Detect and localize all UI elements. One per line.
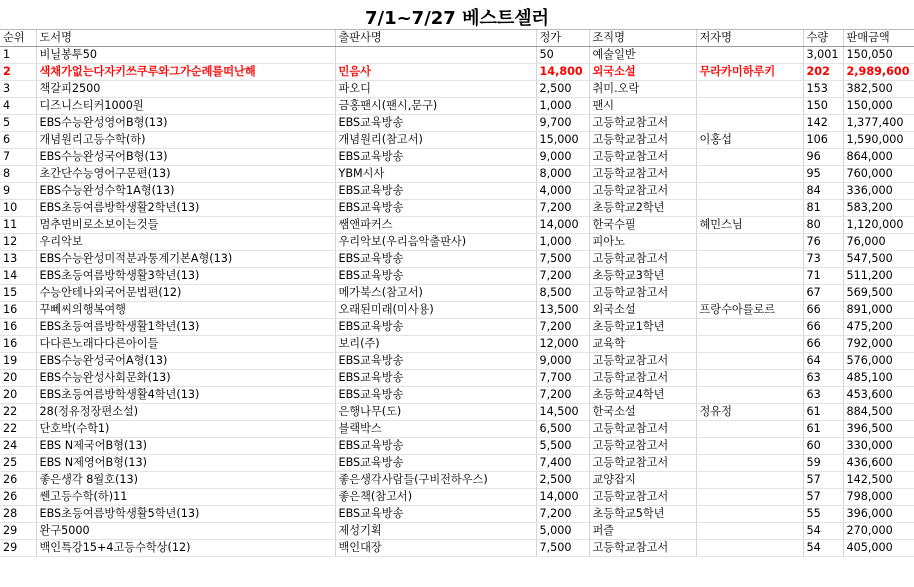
cell-amount: 150,050 xyxy=(843,47,914,64)
cell-price: 50 xyxy=(536,47,589,64)
cell-author xyxy=(696,336,803,353)
cell-quantity: 61 xyxy=(803,404,843,421)
cell-author: 정유정 xyxy=(696,404,803,421)
cell-price: 5,000 xyxy=(536,523,589,540)
table-row xyxy=(0,540,914,557)
cell-title: EBS초등여름방학생활1학년(13) xyxy=(36,319,335,336)
cell-author xyxy=(696,472,803,489)
cell-quantity: 66 xyxy=(803,319,843,336)
cell-amount: 2,989,600 xyxy=(843,64,914,81)
table-row xyxy=(0,370,914,387)
cell-rank: 9 xyxy=(0,183,36,200)
cell-publisher: 보리(주) xyxy=(335,336,536,353)
cell-author xyxy=(696,370,803,387)
cell-quantity: 66 xyxy=(803,336,843,353)
cell-rank: 16 xyxy=(0,336,36,353)
cell-author xyxy=(696,489,803,506)
cell-quantity: 63 xyxy=(803,387,843,404)
cell-quantity: 80 xyxy=(803,217,843,234)
cell-author xyxy=(696,523,803,540)
cell-rank: 4 xyxy=(0,98,36,115)
cell-category: 고등학교참고서 xyxy=(589,166,696,183)
cell-price: 5,500 xyxy=(536,438,589,455)
cell-quantity: 60 xyxy=(803,438,843,455)
cell-price: 14,000 xyxy=(536,217,589,234)
cell-price: 7,200 xyxy=(536,200,589,217)
cell-author xyxy=(696,421,803,438)
cell-category: 고등학교참고서 xyxy=(589,489,696,506)
cell-rank: 14 xyxy=(0,268,36,285)
cell-title: EBS수능완성수학1A형(13) xyxy=(36,183,335,200)
page-title: 7/1~7/27 베스트셀러 xyxy=(364,8,550,29)
cell-amount: 583,200 xyxy=(843,200,914,217)
cell-amount: 382,500 xyxy=(843,81,914,98)
cell-title: EBS수능완성국어B형(13) xyxy=(36,149,335,166)
cell-author xyxy=(696,319,803,336)
cell-rank: 16 xyxy=(0,302,36,319)
cell-amount: 76,000 xyxy=(843,234,914,251)
cell-price: 7,200 xyxy=(536,319,589,336)
cell-price: 9,000 xyxy=(536,149,589,166)
cell-category: 고등학교참고서 xyxy=(589,438,696,455)
cell-amount: 396,500 xyxy=(843,421,914,438)
cell-amount: 396,000 xyxy=(843,506,914,523)
cell-quantity: 150 xyxy=(803,98,843,115)
cell-quantity: 142 xyxy=(803,115,843,132)
cell-rank: 8 xyxy=(0,166,36,183)
cell-author xyxy=(696,234,803,251)
cell-amount: 792,000 xyxy=(843,336,914,353)
cell-amount: 142,500 xyxy=(843,472,914,489)
cell-category: 고등학교참고서 xyxy=(589,132,696,149)
cell-rank: 1 xyxy=(0,47,36,64)
cell-price: 7,500 xyxy=(536,540,589,557)
cell-amount: 511,200 xyxy=(843,268,914,285)
table-row xyxy=(0,353,914,370)
cell-rank: 25 xyxy=(0,455,36,472)
cell-rank: 19 xyxy=(0,353,36,370)
cell-amount: 330,000 xyxy=(843,438,914,455)
cell-quantity: 66 xyxy=(803,302,843,319)
cell-rank: 22 xyxy=(0,404,36,421)
table-row xyxy=(0,132,914,149)
table-row xyxy=(0,47,914,64)
cell-category: 고등학교참고서 xyxy=(589,455,696,472)
cell-amount: 485,100 xyxy=(843,370,914,387)
cell-rank: 2 xyxy=(0,64,36,81)
cell-author xyxy=(696,506,803,523)
cell-price: 13,500 xyxy=(536,302,589,319)
cell-author: 혜민스님 xyxy=(696,217,803,234)
cell-title: 멈추면비로소보이는것들 xyxy=(36,217,335,234)
cell-price: 7,200 xyxy=(536,506,589,523)
cell-price: 14,500 xyxy=(536,404,589,421)
cell-publisher: 쌤앤파커스 xyxy=(335,217,536,234)
cell-title: 백인특강15+4고등수학상(12) xyxy=(36,540,335,557)
cell-title: 비닐봉투50 xyxy=(36,47,335,64)
column-header-category: 조직명 xyxy=(589,30,696,47)
cell-amount: 576,000 xyxy=(843,353,914,370)
cell-rank: 29 xyxy=(0,540,36,557)
cell-price: 9,700 xyxy=(536,115,589,132)
cell-title: EBS수능완성미적분과통계기본A형(13) xyxy=(36,251,335,268)
cell-price: 7,200 xyxy=(536,387,589,404)
cell-category: 예술일반 xyxy=(589,47,696,64)
cell-amount: 436,600 xyxy=(843,455,914,472)
cell-title: 완구5000 xyxy=(36,523,335,540)
cell-author xyxy=(696,353,803,370)
cell-amount: 1,590,000 xyxy=(843,132,914,149)
table-row xyxy=(0,472,914,489)
cell-title: EBS초등여름방학생활4학년(13) xyxy=(36,387,335,404)
cell-rank: 7 xyxy=(0,149,36,166)
cell-price: 4,000 xyxy=(536,183,589,200)
table-row xyxy=(0,234,914,251)
cell-category: 교육학 xyxy=(589,336,696,353)
table-row xyxy=(0,251,914,268)
cell-quantity: 95 xyxy=(803,166,843,183)
cell-author xyxy=(696,268,803,285)
cell-price: 15,000 xyxy=(536,132,589,149)
cell-amount: 891,000 xyxy=(843,302,914,319)
cell-publisher: 오래된미래(미사용) xyxy=(335,302,536,319)
cell-title: 28(정유정장편소설) xyxy=(36,404,335,421)
cell-category: 피아노 xyxy=(589,234,696,251)
table-row xyxy=(0,336,914,353)
cell-category: 초등학교1학년 xyxy=(589,319,696,336)
cell-amount: 150,000 xyxy=(843,98,914,115)
table-row xyxy=(0,506,914,523)
cell-publisher: 우리악보(우리음악출판사) xyxy=(335,234,536,251)
cell-amount: 1,120,000 xyxy=(843,217,914,234)
cell-category: 초등학교4학년 xyxy=(589,387,696,404)
table-row xyxy=(0,115,914,132)
cell-title: 색채가없는다자키쓰쿠루와그가순례를떠난해 xyxy=(36,64,335,81)
cell-rank: 26 xyxy=(0,489,36,506)
table-header-row xyxy=(0,30,914,47)
cell-rank: 5 xyxy=(0,115,36,132)
table-row xyxy=(0,302,914,319)
cell-rank: 12 xyxy=(0,234,36,251)
cell-author: 프랑수아를로르 xyxy=(696,302,803,319)
cell-author xyxy=(696,285,803,302)
cell-publisher: 제성기획 xyxy=(335,523,536,540)
cell-rank: 13 xyxy=(0,251,36,268)
cell-quantity: 64 xyxy=(803,353,843,370)
cell-quantity: 96 xyxy=(803,149,843,166)
table-row xyxy=(0,438,914,455)
cell-publisher: EBS교육방송 xyxy=(335,387,536,404)
cell-amount: 475,200 xyxy=(843,319,914,336)
table-row xyxy=(0,285,914,302)
cell-quantity: 84 xyxy=(803,183,843,200)
cell-category: 초등학교5학년 xyxy=(589,506,696,523)
cell-category: 고등학교참고서 xyxy=(589,251,696,268)
cell-title: EBS N제영어B형(13) xyxy=(36,455,335,472)
table-row xyxy=(0,489,914,506)
column-header-title: 도서명 xyxy=(36,30,335,47)
column-header-rank: 순위 xyxy=(0,30,36,47)
cell-author xyxy=(696,81,803,98)
cell-quantity: 71 xyxy=(803,268,843,285)
table-row xyxy=(0,319,914,336)
table-row xyxy=(0,81,914,98)
cell-rank: 6 xyxy=(0,132,36,149)
cell-category: 외국소설 xyxy=(589,64,696,81)
cell-publisher: 금홍팬시(팬시,문구) xyxy=(335,98,536,115)
cell-amount: 336,000 xyxy=(843,183,914,200)
table-row xyxy=(0,166,914,183)
cell-author xyxy=(696,387,803,404)
cell-category: 퍼즐 xyxy=(589,523,696,540)
cell-title: EBS수능완성영어B형(13) xyxy=(36,115,335,132)
cell-publisher: EBS교육방송 xyxy=(335,200,536,217)
cell-category: 초등학교2학년 xyxy=(589,200,696,217)
table-row xyxy=(0,523,914,540)
cell-category: 팬시 xyxy=(589,98,696,115)
cell-quantity: 54 xyxy=(803,523,843,540)
table-row xyxy=(0,64,914,81)
cell-amount: 864,000 xyxy=(843,149,914,166)
cell-amount: 547,500 xyxy=(843,251,914,268)
cell-price: 6,500 xyxy=(536,421,589,438)
cell-quantity: 76 xyxy=(803,234,843,251)
cell-rank: 28 xyxy=(0,506,36,523)
cell-price: 8,500 xyxy=(536,285,589,302)
cell-publisher: EBS교육방송 xyxy=(335,438,536,455)
cell-quantity: 3,001 xyxy=(803,47,843,64)
table-row xyxy=(0,200,914,217)
cell-price: 9,000 xyxy=(536,353,589,370)
cell-quantity: 67 xyxy=(803,285,843,302)
cell-quantity: 202 xyxy=(803,64,843,81)
cell-quantity: 57 xyxy=(803,472,843,489)
cell-title: 개념원리고등수학(하) xyxy=(36,132,335,149)
cell-price: 2,500 xyxy=(536,472,589,489)
cell-title: 디즈니스티커1000원 xyxy=(36,98,335,115)
cell-price: 12,000 xyxy=(536,336,589,353)
cell-price: 14,800 xyxy=(536,64,589,81)
column-header-amount: 판매금액 xyxy=(843,30,914,47)
cell-quantity: 81 xyxy=(803,200,843,217)
table-row xyxy=(0,183,914,200)
cell-publisher: EBS교육방송 xyxy=(335,506,536,523)
cell-author xyxy=(696,183,803,200)
cell-category: 한국소설 xyxy=(589,404,696,421)
cell-publisher: 좋은생각사람들(구비전하우스) xyxy=(335,472,536,489)
table-row xyxy=(0,455,914,472)
cell-author xyxy=(696,251,803,268)
cell-publisher: 좋은책(참고서) xyxy=(335,489,536,506)
table-row xyxy=(0,404,914,421)
cell-category: 고등학교참고서 xyxy=(589,149,696,166)
cell-publisher: YBM시사 xyxy=(335,166,536,183)
cell-author xyxy=(696,149,803,166)
cell-category: 초등학교3학년 xyxy=(589,268,696,285)
column-header-price: 정가 xyxy=(536,30,589,47)
cell-author xyxy=(696,115,803,132)
cell-author xyxy=(696,47,803,64)
cell-publisher: EBS교육방송 xyxy=(335,183,536,200)
cell-category: 고등학교참고서 xyxy=(589,353,696,370)
cell-publisher: EBS교육방송 xyxy=(335,455,536,472)
cell-author xyxy=(696,98,803,115)
cell-category: 외국소설 xyxy=(589,302,696,319)
cell-title: EBS초등여름방학생활5학년(13) xyxy=(36,506,335,523)
cell-price: 8,000 xyxy=(536,166,589,183)
cell-title: 초간단수능영어구문편(13) xyxy=(36,166,335,183)
cell-title: EBS초등여름방학생활2학년(13) xyxy=(36,200,335,217)
cell-title: 좋은생각 8월호(13) xyxy=(36,472,335,489)
cell-amount: 405,000 xyxy=(843,540,914,557)
cell-quantity: 59 xyxy=(803,455,843,472)
cell-rank: 22 xyxy=(0,421,36,438)
cell-category: 고등학교참고서 xyxy=(589,370,696,387)
cell-quantity: 54 xyxy=(803,540,843,557)
cell-rank: 24 xyxy=(0,438,36,455)
cell-amount: 1,377,400 xyxy=(843,115,914,132)
bestseller-table xyxy=(0,29,914,557)
table-row xyxy=(0,98,914,115)
cell-title: EBS수능완성국어A형(13) xyxy=(36,353,335,370)
cell-category: 교양잡지 xyxy=(589,472,696,489)
cell-quantity: 55 xyxy=(803,506,843,523)
table-row xyxy=(0,387,914,404)
cell-category: 고등학교참고서 xyxy=(589,540,696,557)
cell-title: EBS N제국어B형(13) xyxy=(36,438,335,455)
cell-rank: 16 xyxy=(0,319,36,336)
cell-price: 7,500 xyxy=(536,251,589,268)
cell-category: 고등학교참고서 xyxy=(589,183,696,200)
cell-amount: 798,000 xyxy=(843,489,914,506)
cell-quantity: 63 xyxy=(803,370,843,387)
cell-publisher: 메가북스(참고서) xyxy=(335,285,536,302)
cell-quantity: 106 xyxy=(803,132,843,149)
cell-publisher: EBS교육방송 xyxy=(335,268,536,285)
cell-title: 다다른노래다다른아이들 xyxy=(36,336,335,353)
cell-author: 이홍섭 xyxy=(696,132,803,149)
cell-publisher xyxy=(335,47,536,64)
cell-publisher: 개념원리(참고서) xyxy=(335,132,536,149)
cell-title: 꾸뻬씨의행복여행 xyxy=(36,302,335,319)
cell-publisher: EBS교육방송 xyxy=(335,319,536,336)
cell-amount: 760,000 xyxy=(843,166,914,183)
cell-rank: 29 xyxy=(0,523,36,540)
cell-publisher: EBS교육방송 xyxy=(335,353,536,370)
cell-price: 14,000 xyxy=(536,489,589,506)
cell-quantity: 61 xyxy=(803,421,843,438)
cell-title: 책갈피2500 xyxy=(36,81,335,98)
cell-rank: 11 xyxy=(0,217,36,234)
cell-rank: 20 xyxy=(0,370,36,387)
cell-title: EBS초등여름방학생활3학년(13) xyxy=(36,268,335,285)
cell-category: 고등학교참고서 xyxy=(589,421,696,438)
cell-publisher: 블랙박스 xyxy=(335,421,536,438)
cell-category: 고등학교참고서 xyxy=(589,285,696,302)
cell-quantity: 57 xyxy=(803,489,843,506)
cell-rank: 20 xyxy=(0,387,36,404)
cell-amount: 569,500 xyxy=(843,285,914,302)
column-header-publisher: 출판사명 xyxy=(335,30,536,47)
cell-author: 무라카미하루키 xyxy=(696,64,803,81)
cell-amount: 884,500 xyxy=(843,404,914,421)
table-row xyxy=(0,268,914,285)
cell-author xyxy=(696,540,803,557)
cell-category: 취미.오락 xyxy=(589,81,696,98)
cell-rank: 15 xyxy=(0,285,36,302)
cell-author xyxy=(696,455,803,472)
cell-rank: 26 xyxy=(0,472,36,489)
cell-category: 고등학교참고서 xyxy=(589,115,696,132)
cell-price: 1,000 xyxy=(536,234,589,251)
cell-amount: 270,000 xyxy=(843,523,914,540)
cell-rank: 10 xyxy=(0,200,36,217)
cell-publisher: EBS교육방송 xyxy=(335,370,536,387)
cell-publisher: 민음사 xyxy=(335,64,536,81)
cell-quantity: 153 xyxy=(803,81,843,98)
cell-category: 한국수필 xyxy=(589,217,696,234)
cell-author xyxy=(696,166,803,183)
cell-price: 7,400 xyxy=(536,455,589,472)
cell-amount: 453,600 xyxy=(843,387,914,404)
cell-publisher: 백인대장 xyxy=(335,540,536,557)
cell-author xyxy=(696,438,803,455)
cell-price: 7,700 xyxy=(536,370,589,387)
cell-rank: 3 xyxy=(0,81,36,98)
cell-price: 1,000 xyxy=(536,98,589,115)
cell-publisher: EBS교육방송 xyxy=(335,115,536,132)
cell-author xyxy=(696,200,803,217)
cell-quantity: 73 xyxy=(803,251,843,268)
column-header-quantity: 수량 xyxy=(803,30,843,47)
cell-publisher: EBS교육방송 xyxy=(335,149,536,166)
cell-title: 단호박(수학1) xyxy=(36,421,335,438)
cell-title: 우리악보 xyxy=(36,234,335,251)
cell-price: 7,200 xyxy=(536,268,589,285)
table-row xyxy=(0,217,914,234)
cell-title: 수능안테나외국어문법편(12) xyxy=(36,285,335,302)
table-row xyxy=(0,149,914,166)
cell-price: 2,500 xyxy=(536,81,589,98)
cell-publisher: EBS교육방송 xyxy=(335,251,536,268)
cell-publisher: 파오디 xyxy=(335,81,536,98)
cell-title: EBS수능완성사회문화(13) xyxy=(36,370,335,387)
cell-title: 쎈고등수학(하)11 xyxy=(36,489,335,506)
table-row xyxy=(0,421,914,438)
cell-publisher: 은행나무(도) xyxy=(335,404,536,421)
column-header-author: 저자명 xyxy=(696,30,803,47)
